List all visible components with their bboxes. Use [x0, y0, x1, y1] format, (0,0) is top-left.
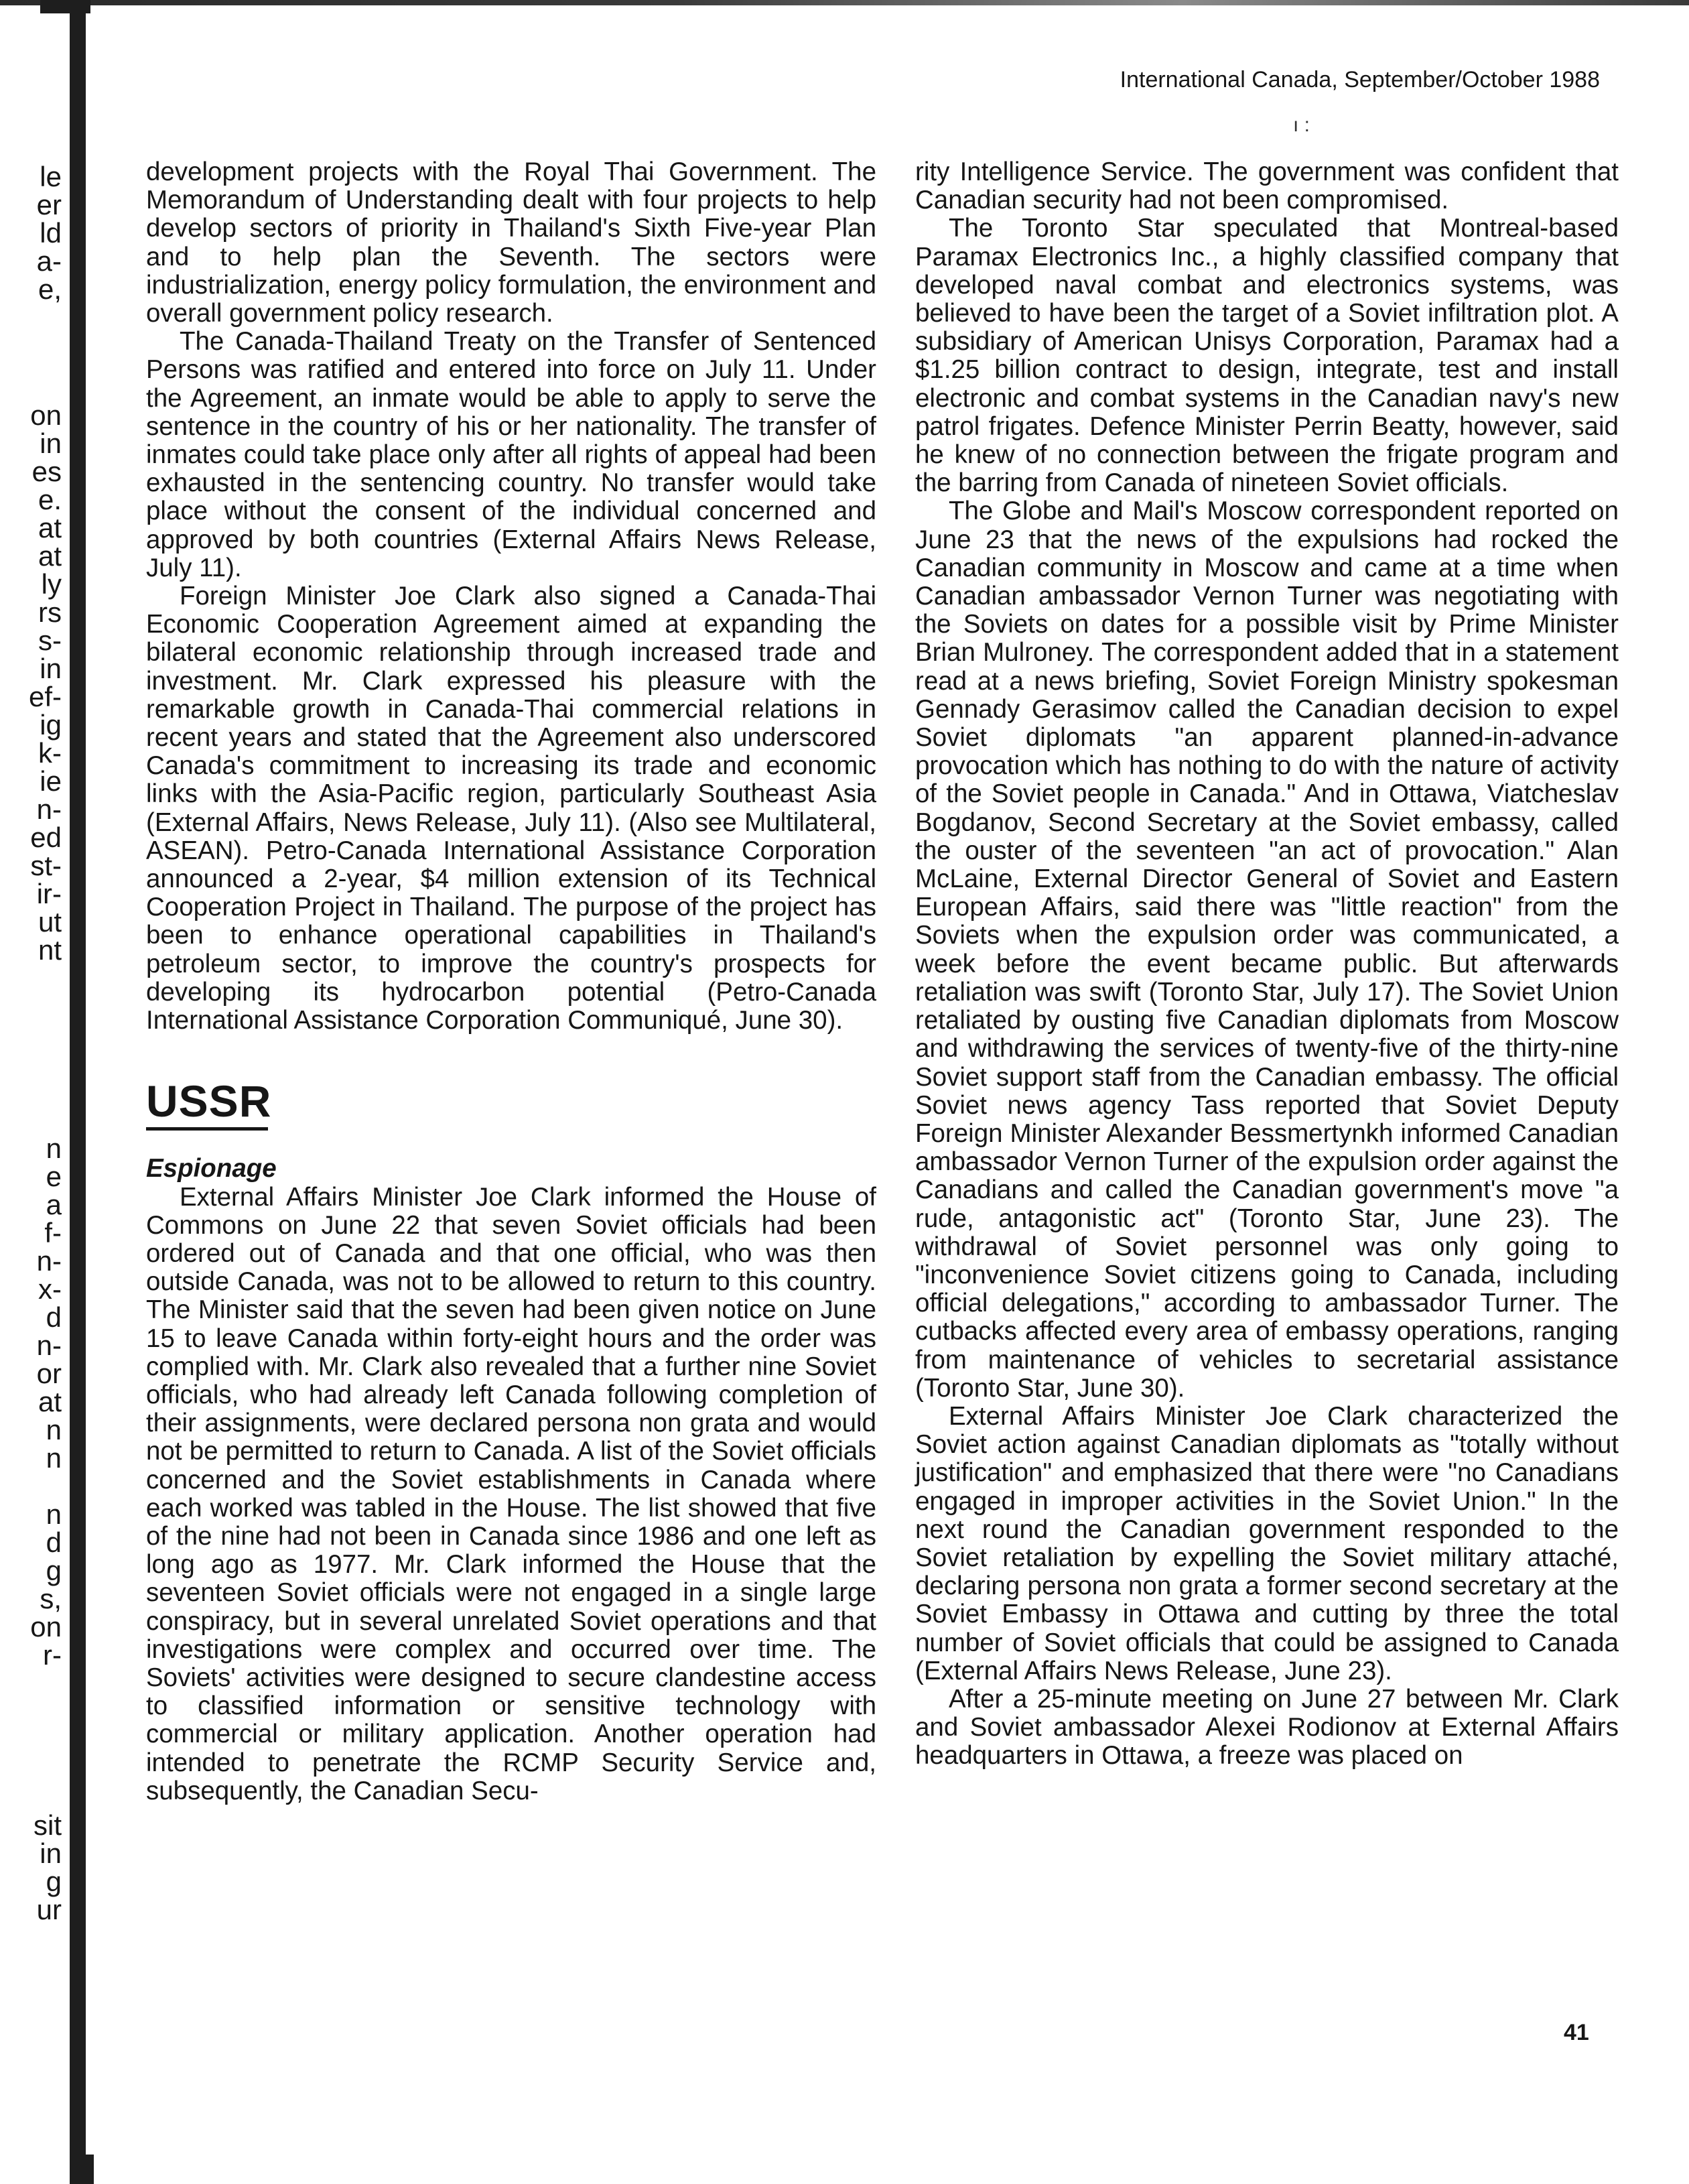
paragraph: After a 25-minute meeting on June 27 between Mr. Clark and Soviet ambassador Alexei Rodionov at External Affairs headquarters in Ottawa, a freeze was placed on — [915, 1684, 1619, 1771]
previous-page-fragment: g — [46, 1555, 62, 1586]
previous-page-fragment: r- — [43, 1639, 62, 1671]
paragraph: development projects with the Royal Thai Government. The Memorandum of Understanding dealt with four projects to help develop sectors of priority in Thailand's Sixth Five-year Plan and to help plan the Seventh. The sectors were industrialization, energy policy formulation, the environment and overall government policy research. — [146, 157, 876, 328]
previous-page-fragment: f- — [44, 1217, 62, 1248]
paragraph: The Canada-Thailand Treaty on the Transfer of Sentenced Persons was ratified and entered into force on July 11. Under the Agreement, an inmate would be able to apply to serve the sentence in the country of his or her nationality. The transfer of inmates could take place only after all rights of appeal had been exhausted in the sentencing country. No transfer would take place without the consent of the individual concerned and approved by both countries (External Affairs News Release, July 11). — [146, 327, 876, 582]
previous-page-fragment: in — [40, 1838, 62, 1869]
previous-page-fragment: e, — [38, 273, 62, 305]
previous-page-fragment: es — [31, 456, 62, 487]
previous-page-fragment: on — [30, 1611, 62, 1643]
section-heading — [146, 1076, 876, 1131]
paragraph: Foreign Minister Joe Clark also signed a Canada-Thai Economic Cooperation Agreement aimed at expanding the bilateral economic relationship through increased trade and investment. Mr. Clark expressed his pleasure with the remarkable growth in Canada-Thai commercial relations in recent years and stated that the Agreement also underscored Canada's commitment to increasing its trade and economic links with the Asia-Pacific region, particularly Southeast Asia (External Affairs, News Release, July 11). (Also see Multilateral, ASEAN). Petro-Canada International Assistance Corporation announced a 2-year, $4 million extension of its Technical Cooperation Project in Thailand. The purpose of the project has been to enhance operational capabilities in Thailand's petroleum sector, to improve the country's prospects for developing its hydrocarbon potential (Petro-Canada International Assistance Corporation Communiqué, June 30). — [146, 582, 876, 1035]
previous-page-fragment: s, — [40, 1583, 62, 1614]
previous-page-fragment: n — [46, 1133, 62, 1164]
previous-page-fragment: n — [46, 1414, 62, 1446]
previous-page-fragment: on — [30, 399, 62, 431]
previous-page-fragment: ed — [30, 822, 62, 853]
previous-page-fragment: s- — [38, 625, 62, 656]
previous-page-fragment: ut — [38, 906, 62, 938]
previous-page-fragment: rs — [38, 596, 62, 628]
previous-page-fragment: in — [40, 653, 62, 684]
previous-page-fragment: a- — [36, 245, 62, 277]
previous-page-fragment: at — [38, 512, 62, 543]
previous-page-fragment: or — [36, 1358, 62, 1389]
running-head: International Canada, September/October 1988 — [1120, 67, 1600, 92]
previous-page-fragment: n- — [36, 793, 62, 825]
previous-page-fragment: n- — [36, 1330, 62, 1361]
previous-page-fragment: ig — [40, 709, 62, 741]
binding-edge-bottom — [74, 2155, 94, 2184]
previous-page-fragment: sit — [33, 1809, 62, 1841]
previous-page-fragment: a — [46, 1189, 62, 1220]
paragraph: The Toronto Star speculated that Montreal-based Paramax Electronics Inc., a highly classified company that developed naval combat and electronics systems, was believed to have been the target of a Soviet infiltration plot. A subsidiary of American Unisys Corporation, Paramax had a $1.25 billion contract to design, integrate, test and install electronic and combat systems in the Canadian navy's new patrol frigates. Defence Minister Perrin Beatty, however, said he knew of no connection between the frigate program and the barring from Canada of nineteen Soviet officials. — [915, 214, 1619, 498]
previous-page-fragment: e — [46, 1161, 62, 1192]
previous-page-fragment: g — [46, 1866, 62, 1897]
page-number: 41 — [1564, 2020, 1589, 2045]
previous-page-fragment: n — [46, 1442, 62, 1474]
paragraph: External Affairs Minister Joe Clark characterized the Soviet action against Canadian diplomats as "totally without justification" and emphasized that there were "no Canadians engaged in improper activities in the Soviet Union." In the next round the Canadian government responded to the Soviet retaliation by expelling the Soviet military attaché, declaring persona non grata a former second secretary at the Soviet Embassy in Ottawa and cutting by three the total number of Soviet officials that could be assigned to Canada (External Affairs News Release, June 23). — [915, 1401, 1619, 1685]
previous-page-fragment: x- — [38, 1273, 62, 1305]
previous-page-fragment: le — [40, 161, 62, 192]
previous-page-fragment: at — [38, 1386, 62, 1417]
previous-page-fragment: ly — [41, 568, 62, 600]
section-heading-text: USSR — [146, 1076, 268, 1131]
previous-page-fragment: ld — [40, 217, 62, 249]
previous-page-fragment: st- — [30, 850, 62, 881]
pencil-mark: ı : — [1293, 114, 1310, 136]
previous-page-fragment: n — [46, 1498, 62, 1530]
previous-page-fragment: n- — [36, 1245, 62, 1277]
left-column — [146, 158, 876, 1805]
paragraph: External Affairs Minister Joe Clark informed the House of Commons on June 22 that seven Soviet officials had been ordered out of Canada and that one official, who was then outside Canada, was not to be allowed to return to this country. The Minister said that the seven had been given notice on June 15 to leave Canada within forty-eight hours and the order was complied with. Mr. Clark also revealed that a further nine Soviet officials, who had already left Canada following completion of their assignments, were declared persona non grata and would not be permitted to return to Canada. A list of the Soviet officials concerned and the Soviet establishments in Canada where each worked was tabled in the House. The list showed that five of the nine had not been in Canada since 1986 and one left as long ago as 1977. Mr. Clark informed the House that the seventeen Soviet officials were not engaged in a single large conspiracy, but in several unrelated Soviet operations and that investigations were complex and occurred over time. The Soviets' activities were designed to secure clandestine access to classified information or sensitive technology with commercial or military application. Another operation had intended to penetrate the RCMP Security Service and, subsequently, the Canadian Secu- — [146, 1182, 876, 1805]
right-column — [915, 158, 1619, 1771]
previous-page-fragment: k- — [38, 737, 62, 769]
previous-page-fragment: d — [46, 1301, 62, 1333]
previous-page-fragment: nt — [38, 934, 62, 966]
previous-page-fragment: ur — [36, 1894, 62, 1925]
previous-page-fragment: d — [46, 1527, 62, 1558]
paragraph: The Globe and Mail's Moscow correspondent reported on June 23 that the news of the expulsions had rocked the Canadian community in Moscow and came at a time when Canadian ambassador Vernon Turner was negotiating with the Soviets on dates for a possible visit by Prime Minister Brian Mulroney. The correspondent added that in a statement read at a news briefing, Soviet Foreign Ministry spokesman Gennady Gerasimov called the Canadian decision to expel Soviet diplomats "an apparent planned-in-advance provocation which has nothing to do with the nature of activity of the Soviet people in Canada." And in Ottawa, Viatcheslav Bogdanov, Second Secretary at the Soviet embassy, called the ouster of the seventeen "an act of provocation." Alan McLaine, External Director General of Soviet and Eastern European Affairs, said there was "little reaction" from the Soviets when the expulsion order was communicated, a week before the event became public. But afterwards retaliation was swift (Toronto Star, July 17). The Soviet Union retaliated by ousting five Canadian diplomats from Moscow and withdrawing the services of twenty-five of the thirty-nine Soviet support staff from the Canadian embassy. The official Soviet news agency Tass reported that Soviet Deputy Foreign Minister Alexander Bessmertynkh informed Canadian ambassador Vernon Turner of the expulsion order against the Canadians and called the Canadian government's move "a rude, antagonistic act" (Toronto Star, June 23). The withdrawal of Soviet personnel was only going to "inconvenience Soviet citizens going to Canada, including official delegations," according to ambassador Turner. The cutbacks affected every area of embassy operations, ranging from maintenance of vehicles to secretarial assistance (Toronto Star, June 30). — [915, 497, 1619, 1403]
paragraph: rity Intelligence Service. The government was confident that Canadian security had not been compromised. — [915, 157, 1619, 215]
previous-page-fragment: e. — [38, 484, 62, 515]
previous-page-fragment: er — [36, 189, 62, 220]
previous-page-fragment: ef- — [28, 681, 62, 712]
previous-page-fragment: ir- — [36, 878, 62, 909]
scan-top-edge — [0, 0, 1689, 5]
binding-spine — [70, 0, 86, 2184]
previous-page-column-fragments — [0, 0, 67, 2184]
sub-heading: Espionage — [146, 1154, 277, 1183]
previous-page-fragment: ie — [40, 765, 62, 797]
previous-page-fragment: in — [40, 428, 62, 459]
previous-page-fragment: at — [38, 540, 62, 572]
